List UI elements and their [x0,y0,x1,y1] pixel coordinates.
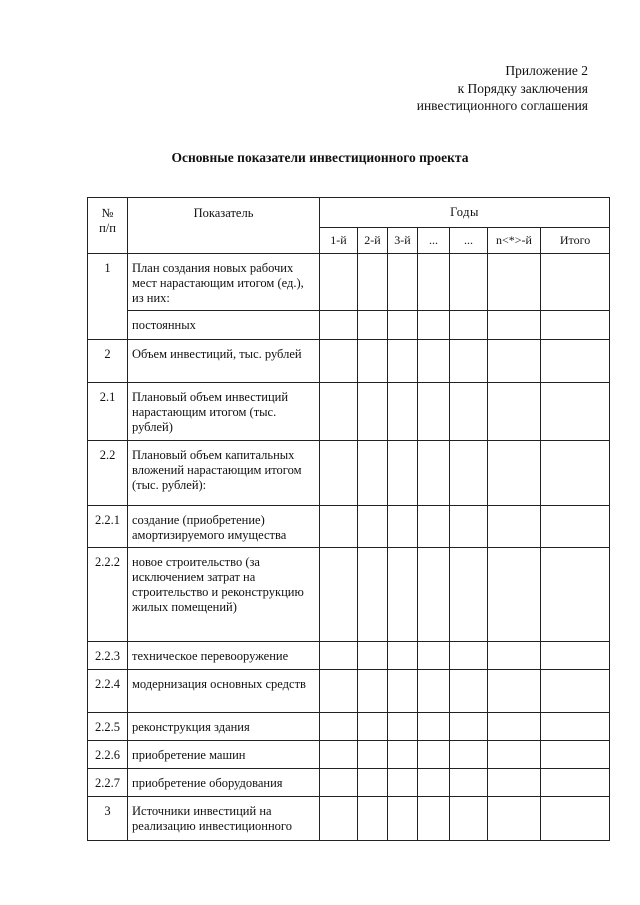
row-indicator: реконструкция здания [128,713,320,741]
year-column: ... [418,228,450,254]
table-row [88,441,610,506]
year-column: 1-й [320,228,358,254]
appendix-line-1: Приложение 2 [505,63,588,78]
table-row [88,506,610,548]
row-indicator: техническое перевооружение [128,642,320,670]
header-indicator: Показатель [128,198,320,254]
table-row [88,340,610,383]
year-column: 3-й [388,228,418,254]
row-indicator: постоянных [128,311,320,340]
indicators-table [87,197,610,841]
table-row [88,642,610,670]
row-number: 1 [88,254,128,340]
document-title: Основные показатели инвестиционного проекта [171,150,469,165]
row-number: 2.2.1 [88,506,128,548]
row-indicator: Плановый объем инвестиций нарастающим итогом (тыс. рублей) [128,383,320,441]
table-row [88,254,610,311]
row-number: 2.2.5 [88,713,128,741]
row-number: 2.2.4 [88,670,128,713]
header-number [88,198,128,254]
year-column: ... [450,228,488,254]
year-column: n<*>-й [488,228,541,254]
header-number-abbr: п/п [99,221,116,235]
header-years: Годы [320,198,610,228]
year-column-total: Итого [541,228,610,254]
row-number: 2.1 [88,383,128,441]
table-row [88,769,610,797]
appendix-line-3: инвестиционного соглашения [416,98,588,113]
row-number: 3 [88,797,128,841]
row-number: 2.2.6 [88,741,128,769]
table-row [88,548,610,642]
row-number: 2.2.2 [88,548,128,642]
table-row [88,311,610,340]
row-indicator: модернизация основных средств [128,670,320,713]
table-row [88,741,610,769]
row-number: 2 [88,340,128,383]
appendix-line-2: к Порядку заключения [457,80,588,96]
year-column: 2-й [358,228,388,254]
row-indicator: создание (приобретение) амортизируемого имущества [128,506,320,548]
table-row [88,797,610,841]
row-number: 2.2.7 [88,769,128,797]
header-number-sign: № [101,206,114,220]
table-row [88,713,610,741]
row-number: 2.2.3 [88,642,128,670]
row-indicator: План создания новых рабочих мест нарастающим итогом (ед.), из них: [128,254,320,311]
row-indicator: Плановый объем капитальных вложений нарастающим итогом (тыс. рублей): [128,441,320,506]
appendix-header [417,62,588,115]
row-indicator: приобретение оборудования [128,769,320,797]
row-indicator: Источники инвестиций на реализацию инвестиционного [128,797,320,841]
row-indicator: Объем инвестиций, тыс. рублей [128,340,320,383]
row-indicator: приобретение машин [128,741,320,769]
table-row [88,670,610,713]
table-row [88,383,610,441]
row-indicator: новое строительство (за исключением затрат на строительство и реконструкцию жилых помещений) [128,548,320,642]
row-number: 2.2 [88,441,128,506]
